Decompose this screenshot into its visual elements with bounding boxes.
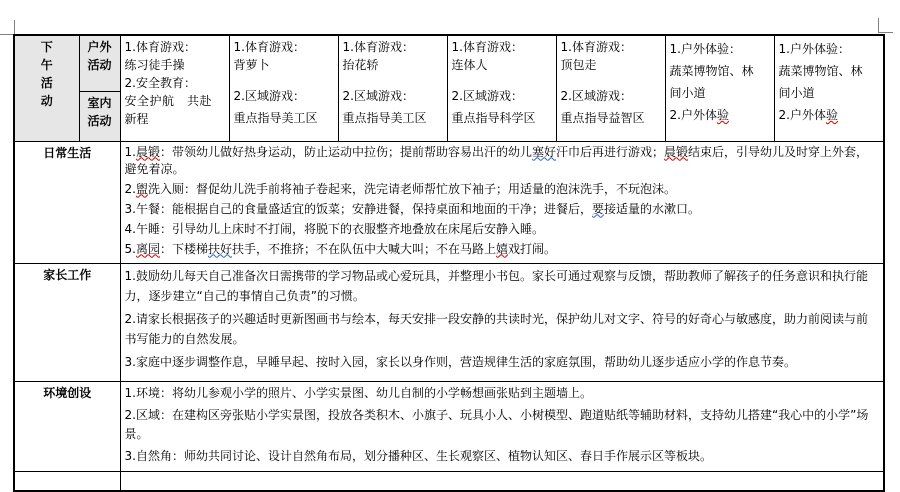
daily-life-item: 3.午餐：能根据自己的食量盛适宜的饭菜；安静进餐，保持桌面和地面的干净；进餐后，要接适量的水漱口。 (124, 201, 700, 216)
parent-work-row (14, 263, 884, 381)
environment-item: 2.区域：在建构区旁张贴小学实景图，投放各类积木、小旗子、玩具小人、小树模型、跑道贴纸等辅助材料，支持幼儿搭建“我心中的小学”场景。 (124, 407, 869, 441)
daily-life-item: 2.盥洗入厕：督促幼儿洗手前将袖子卷起来，洗完请老师帮忙放下袖子；用适量的泡沫洗手，不玩泡沫。 (124, 181, 676, 196)
environment-item: 1.环境：将幼儿参观小学的照片、小学实景图、幼儿自制的小学畅想画张贴到主题墙上。 (124, 385, 592, 400)
daily-life-item: 4.午睡：引导幼儿上床时不打闹，将脱下的衣服整齐地叠放在床尾后安静入睡。 (124, 221, 544, 236)
environment-content (120, 381, 884, 471)
daily-life-item: 1.晨锻：带领幼儿做好热身运动，防止运动中拉伤；提前帮助容易出汗的幼儿塞好汗巾后再进行游戏；晨锻结束后，引导幼儿及时穿上外套，避免着凉。 (124, 144, 869, 176)
activity-cell-day7: 1.户外体验： 蔬菜博物馆、林 间小道 2.户外体验 (774, 35, 884, 141)
weekly-plan-table (13, 34, 885, 492)
environment-item: 3.自然角：师幼共同讨论、设计自然角布局，划分播种区、生长观察区、植物认知区、春日手作展示区等板块。 (124, 448, 712, 463)
parent-work-item: 3.家庭中逐步调整作息，早睡早起、按时入园，家长以身作则，营造规律生活的家庭氛围，帮助幼儿逐步适应小学的作息节奏。 (124, 354, 796, 369)
activity-cell-day4: 1.体育游戏： 连体人 2.区域游戏： 重点指导科学区 (447, 35, 556, 141)
parent-work-item: 2.请家长根据孩子的兴趣适时更新图画书与绘本，每天安排一段安静的共读时光，保护幼儿对文字、符号的好奇心与敏感度，助力前阅读与前书写能力的自然发展。 (124, 311, 868, 346)
parent-work-item: 1.鼓励幼儿每天自己准备次日需携带的学习物品或心爱玩具，并整理小书包。家长可通过观察与反馈，帮助教师了解孩子的任务意识和执行能力，逐步建立“自己的事情自己负责”的习惯。 (124, 268, 868, 303)
daily-life-label: 日常生活 (14, 141, 120, 263)
outdoor-activity-label: 户外 活动 (79, 35, 120, 91)
activity-cell-day6: 1.户外体验： 蔬菜博物馆、林 间小道 2.户外体验 (665, 35, 774, 141)
page-corner-mark-left (0, 20, 15, 35)
cutoff-row (14, 471, 884, 491)
environment-row (14, 381, 884, 471)
cutoff-row-content-cell (120, 471, 884, 491)
afternoon-activities-label: 下 午 活 动 (14, 35, 79, 141)
parent-work-content (120, 263, 884, 381)
daily-life-item: 5.离园：下楼梯扶好扶手，不推挤；不在队伍中大喊大叫；不在马路上嬉戏打闹。 (124, 241, 557, 256)
activity-cell-day2: 1.体育游戏： 背萝卜 2.区域游戏： 重点指导美工区 (229, 35, 338, 141)
daily-life-row (14, 141, 884, 263)
activity-cell-day5: 1.体育游戏： 顶包走 2.区域游戏： 重点指导益智区 (556, 35, 665, 141)
page-corner-mark-right (878, 18, 893, 33)
cutoff-row-label-cell (14, 471, 120, 491)
activity-cell-day1: 1.体育游戏： 练习徒手操 2.安全教育： 安全护航 共赴 新程 (120, 35, 229, 141)
environment-label: 环境创设 (14, 381, 120, 471)
outdoor-activity-row (14, 35, 884, 91)
parent-work-label: 家长工作 (14, 263, 120, 381)
indoor-activity-label: 室内 活动 (79, 91, 120, 141)
activity-cell-day3: 1.体育游戏： 抬花轿 2.区域游戏： 重点指导美工区 (338, 35, 447, 141)
daily-life-content (120, 141, 884, 263)
